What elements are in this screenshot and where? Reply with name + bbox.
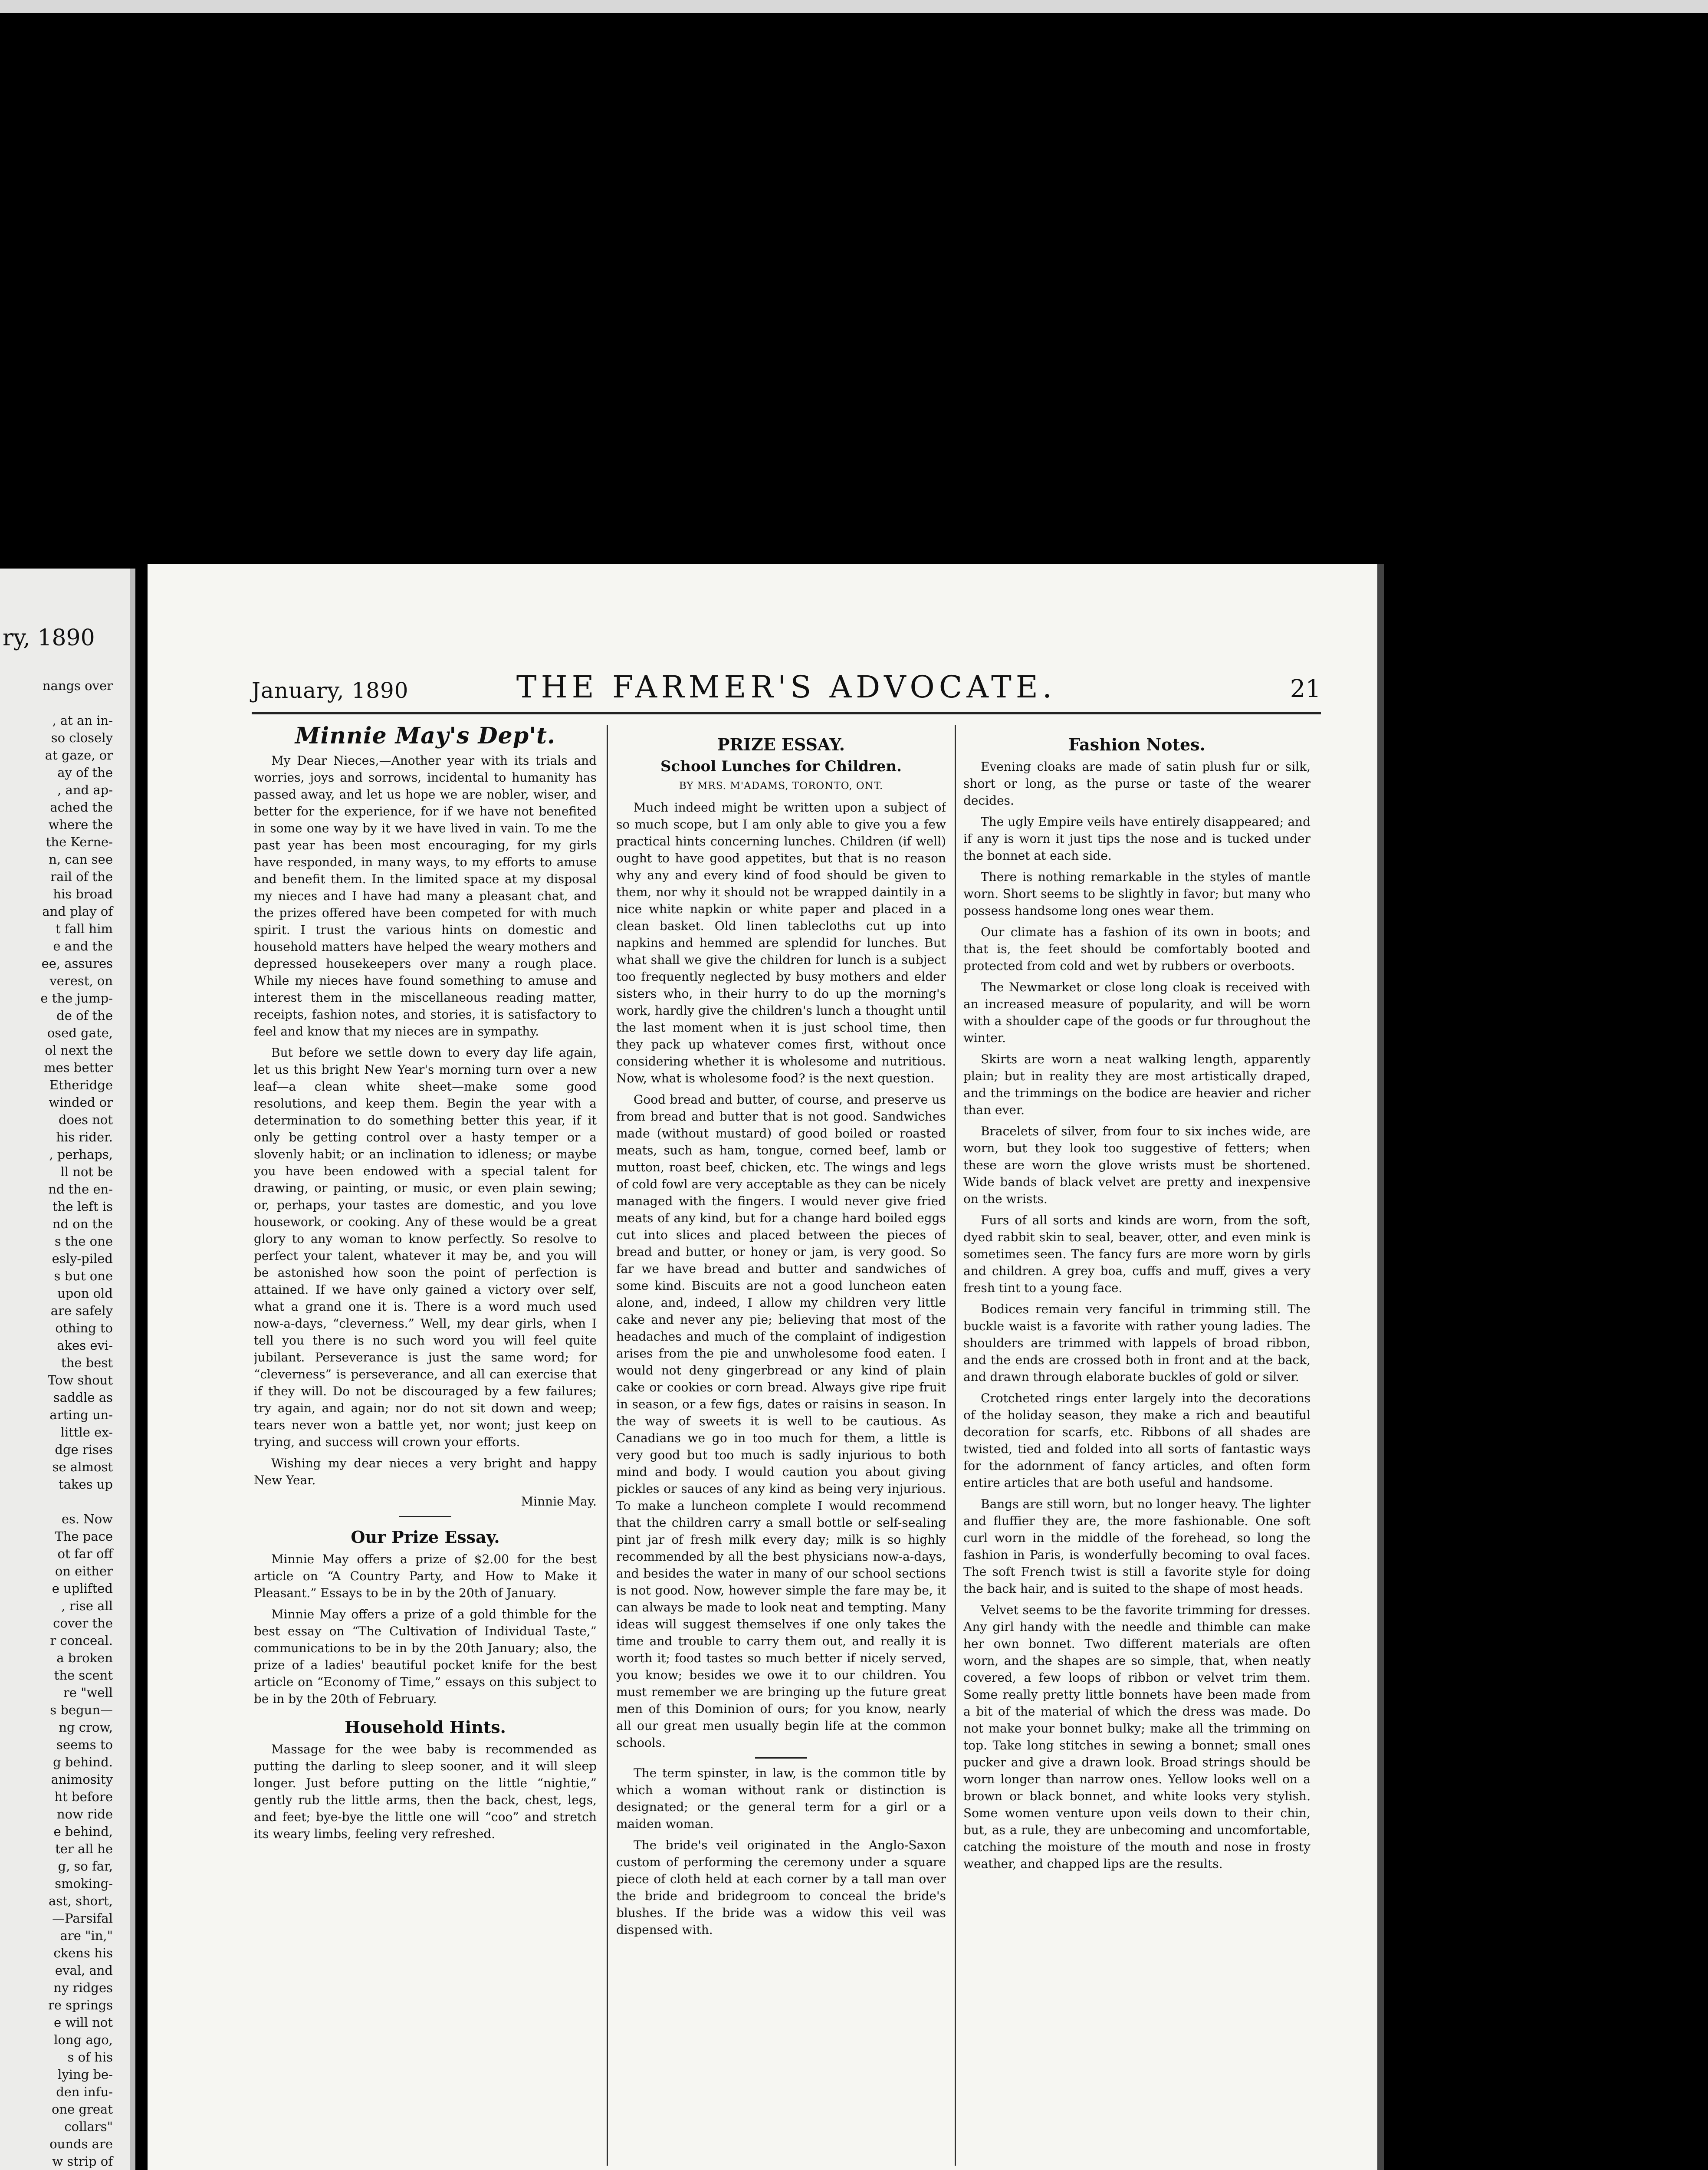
column-prize-essay: [616, 725, 946, 2166]
column-minnie-may: [254, 725, 597, 2166]
fashion-paragraph: The ugly Empire veils have entirely disappeared; and if any is worn it just tips the nose and is tucked under the bonnet at each side.: [963, 815, 1311, 863]
column-divider-1: [607, 725, 608, 2166]
fashion-paragraph: Bracelets of silver, from four to six inches wide, are worn, but they look too suggestive of fetters; when these are worn the glove wrists must be shortened. Wide bands of black velvet are pretty and inexpensive on the wrists.: [963, 1124, 1311, 1206]
page-number: 21: [1290, 675, 1321, 703]
article-byline: BY MRS. M'ADAMS, TORONTO, ONT.: [679, 780, 884, 792]
article-title: School Lunches for Children.: [660, 758, 902, 775]
header-rule: [252, 712, 1321, 714]
section-heading-household-hints: Household Hints.: [345, 1717, 506, 1737]
letter-signature: Minnie May.: [521, 1494, 597, 1509]
fashion-paragraph: There is nothing remarkable in the styles of mantle worn. Short seems to be slightly in favor; but many who possess handsome long ones wear them.: [963, 870, 1311, 918]
fashion-paragraph: Evening cloaks are made of satin plush fur or silk, short or long, as the purse or taste of the wearer decides.: [963, 760, 1311, 808]
adjacent-page-text: nangs over , at an in- so closely at gaze, or ay of the , and ap- ached the where the the Kerne- n, can see rail of the his broad and play of t fall him e and the ee, assures verest, on e the jump- de of the osed gate, ol next the mes better Etheridge winded or does not his rider. , perhaps, ll not be nd the en- the left is nd on the s the one esly-piled s but one upon old are safely othing to akes evi- the best Tow shout saddle as arting un- little ex- dge rises se almost takes up es. Now The pace ot far off on either e uplifted , rise all cover the r conceal. a broken the scent re "well s begun— ng crow, seems to g behind. animosity ht before now ride e behind, ter all he g, so far, smoking- ast, short, —Parsifal are "in," ckens his eval, and ny ridges re springs e will not long ago, s of his lying be- den infu- one great collars" ounds are w strip of: [40, 678, 113, 2169]
essay-paragraph: The bride's veil originated in the Anglo-Saxon custom of performing the ceremony under a square piece of cloth held at each corner by a tall man over the bride and bridegroom to conceal the bride's blushes. If the bride was a widow this veil was dispensed with.: [616, 1838, 946, 1937]
page-header: [252, 669, 1321, 707]
fashion-paragraph: Our climate has a fashion of its own in boots; and that is, the feet should be comfortably booted and protected from cold and wet by rubbers or overboots.: [963, 925, 1311, 973]
fashion-paragraph: Bangs are still worn, but no longer heavy. The lighter and fluffier they are, the more fashionable. One soft curl worn in the middle of the forehead, so long the fashion in Paris, is wonderfully becoming to oval faces. The soft French twist is still a favorite style for doing the back hair, and is suited to the shape of most heads.: [963, 1497, 1311, 1596]
section-heading-prize-essay-title: PRIZE ESSAY.: [717, 735, 845, 754]
masthead-title: THE FARMER'S ADVOCATE.: [516, 669, 1057, 705]
hints-paragraph: Massage for the wee baby is recommended as putting the darling to sleep sooner, and it will sleep longer. Just before putting on the little “nightie,” gently rub the little arms, then the back, chest, legs, and feet; bye-bye the little one will “coo” and stretch its weary limbs, feeling very refreshed.: [254, 1742, 597, 1841]
adjacent-page-fragment: [0, 569, 135, 2170]
essay-paragraph: The term spinster, in law, is the common title by which a woman without rank or distinction is designated; or the general term for a girl or a maiden woman.: [616, 1766, 946, 1831]
fashion-paragraph: Skirts are worn a neat walking length, apparently plain; but in reality they are most artistically draped, and the trimmings on the bodice are heavier and richer than ever.: [963, 1052, 1311, 1117]
adjacent-page-header: ry, 1890: [3, 625, 95, 651]
letter-paragraph: Wishing my dear nieces a very bright and happy New Year.: [254, 1456, 597, 1487]
section-divider: [399, 1516, 451, 1517]
fashion-paragraph: Crotcheted rings enter largely into the decorations of the holiday season, they make a rich and beautiful decoration for scarfs, etc. Ribbons of all shades are twisted, tied and folded into all sorts of fantastic ways for the adornment of fancy articles, and often form entire articles that are both useful and handsome.: [963, 1391, 1311, 1490]
essay-paragraph: Much indeed might be written upon a subject of so much scope, but I am only able to give you a few practical hints concerning lunches. Children (if well) ought to have good appetites, but that is no reason why any and every kind of food should be given to them, nor why it should not be wrapped daintily in a nice white napkin or white paper and placed in a clean basket. Old linen tablecloths cut up into napkins and hemmed are splendid for lunches. But what shall we give the children for lunch is a subject too frequently neglected by busy mothers and elder sisters who, in their hurry to do up the morning's work, hardly give the children's lunch a thought until the last moment when it is just school time, then they pack up whatever comes first, without once considering whether it is wholesome and nutritious. Now, what is wholesome food? is the next question.: [616, 800, 946, 1085]
film-edge-top: [0, 0, 1708, 13]
section-heading-prize-essay: Our Prize Essay.: [351, 1527, 500, 1547]
letter-paragraph: But before we settle down to every day life again, let us this bright New Year's morning turn over a new leaf—a clean white sheet—make some good resolutions, and keep them. Begin the year with a determination to do something better this year, if it only be getting control over a hasty temper or a slovenly habit; or an inclination to idleness; or maybe you have been endowed with a special talent for drawing, or painting, or music, or even plain sewing; or, perhaps, your tastes are domestic, and you love housework, or cooking. Any of these would be a great glory to any woman to know perfectly. So resolve to perfect your talent, whatever it may be, and you will be astonished how soon the point of perfection is attained. If we have only gained a victory over self, what a grand one it is. There is a word much used now-a-days, “cleverness.” Well, my dear girls, when I tell you there is no such word you will feel quite jubilant. Perseverance is just the same word; for “cleverness” is perseverance, and all can exercise that if they will. Do not be discouraged by a few failures; try again, and again; nor do not sit down and weep; tears never won a battle yet, nor wont; just keep on trying, and success will crown your efforts.: [254, 1046, 597, 1449]
fashion-paragraph: Bodices remain very fanciful in trimming still. The buckle waist is a favorite with rather young ladies. The shoulders are trimmed with lappels of broad ribbon, and the ends are crossed both in front and at the back, and drawn through elaborate buckles of gold or silver.: [963, 1302, 1311, 1384]
essay-paragraph: Good bread and butter, of course, and preserve us from bread and butter that is not good. Sandwiches made (without mustard) of good boiled or roasted meats, such as ham, tongue, corned beef, lamb or mutton, roast beef, chicken, etc. The wings and legs of cold fowl are very acceptable as they can be nicely managed with the fingers. I would never give fried meats of any kind, but for a change hard boiled eggs cut into slices and placed between the pieces of bread and butter, or honey or jam, is very good. So far we have bread and butter and sandwiches of some kind. Biscuits are not a good luncheon eaten alone, and, indeed, I allow my children very little cake and never any pie; believing that most of the headaches and much of the complaint of indigestion arises from the pie and unwholesome food eaten. I would not deny gingerbread or any kind of plain cake or cookies or corn bread. Always give ripe fruit in season, or a few figs, dates or raisins in season. In the way of sweets it is well to be cautious. As Canadians we go in too much for them, a little is very good but too much is sadly injurious to both mind and body. I would caution you about giving pickles or sauces of any kind as being very injurious. To make a luncheon complete I would recommend that the children carry a small bottle or self-sealing pint jar of fresh milk every day; milk is so highly recommended by all the best physicians now-a-days, and besides the water in many of our school sections is not good. Now, however simple the fare may be, it can always be made to look neat and tempting. Many ideas will suggest themselves if one only takes the time and trouble to carry them out, and really it is worth it; food tastes so much better if nicely served, you know; besides we owe it to our children. You must remember we are bringing up the future great men of this Dominion of ours; for you know, nearly all our great men usually begin life at the common schools.: [616, 1092, 946, 1750]
column-fashion-notes: [963, 725, 1311, 2166]
newspaper-page: [148, 564, 1384, 2170]
letter-paragraph: My Dear Nieces,—Another year with its trials and worries, joys and sorrows, incidental to humanity has passed away, and let us hope we are nobler, wiser, and better for the experience, for if we have not benefited in some one way by it we have lived in vain. To me the past year has been most encouraging, for my girls have responded, in many ways, to my efforts to amuse and benefit them. In the limited space at my disposal my nieces and I have had many a pleasant chat, and the prizes offered have been competed for with much spirit. I trust the various hints on domestic and household matters have helped the weary mothers and depressed housekeepers over many a rough place. While my nieces have found something to amuse and interest them in the miscellaneous reading matter, receipts, fashion notes, and stories, it is satisfactory to feel and know that my nieces are in sympathy.: [254, 753, 597, 1039]
section-heading-minnie-may: Minnie May's Dep't.: [295, 725, 556, 749]
section-divider: [755, 1757, 807, 1759]
fashion-paragraph: Furs of all sorts and kinds are worn, from the soft, dyed rabbit skin to seal, beaver, otter, and even mink is sometimes seen. The fancy furs are more worn by girls and children. A grey boa, cuffs and muff, gives a very fresh tint to a young face.: [963, 1213, 1311, 1295]
prize-paragraph: Minnie May offers a prize of a gold thimble for the best essay on “The Cultivation of Individual Taste,” communications to be in by the 20th January; also, the prize of a ladies' beautiful pocket knife for the best article on “Economy of Time,” essays on this subject to be in by the 20th of February.: [254, 1607, 597, 1706]
fashion-paragraph: Velvet seems to be the favorite trimming for dresses. Any girl handy with the needle and thimble can make her own bonnet. Two different materials are often worn, and the shapes are so simple, that, when neatly covered, a few loops of ribbon or velvet trim them. Some really pretty little bonnets have been made from a bit of the material of which the dress was made. Do not make your bonnet bulky; make all the trimming on top. Take long stitches in sewing a bonnet; small ones pucker and give a drawn look. Broad strings should be worn longer than narrow ones. Yellow looks well on a brown or black bonnet, and white looks very stylish. Some women venture upon veils down to their chin, but, as a rule, they are unbecoming and uncomfortable, catching the moisture of the mouth and nose in frosty weather, and chapped lips are the results.: [963, 1603, 1311, 1871]
prize-paragraph: Minnie May offers a prize of $2.00 for the best article on “A Country Party, and How to Make it Pleasant.” Essays to be in by the 20th of January.: [254, 1552, 597, 1600]
issue-date: January, 1890: [252, 678, 409, 703]
column-divider-2: [955, 725, 956, 2166]
section-heading-fashion-notes: Fashion Notes.: [1068, 735, 1205, 754]
fashion-paragraph: The Newmarket or close long cloak is received with an increased measure of popularity, and will be worn with a shoulder cape of the goods or fur throughout the winter.: [963, 980, 1311, 1045]
